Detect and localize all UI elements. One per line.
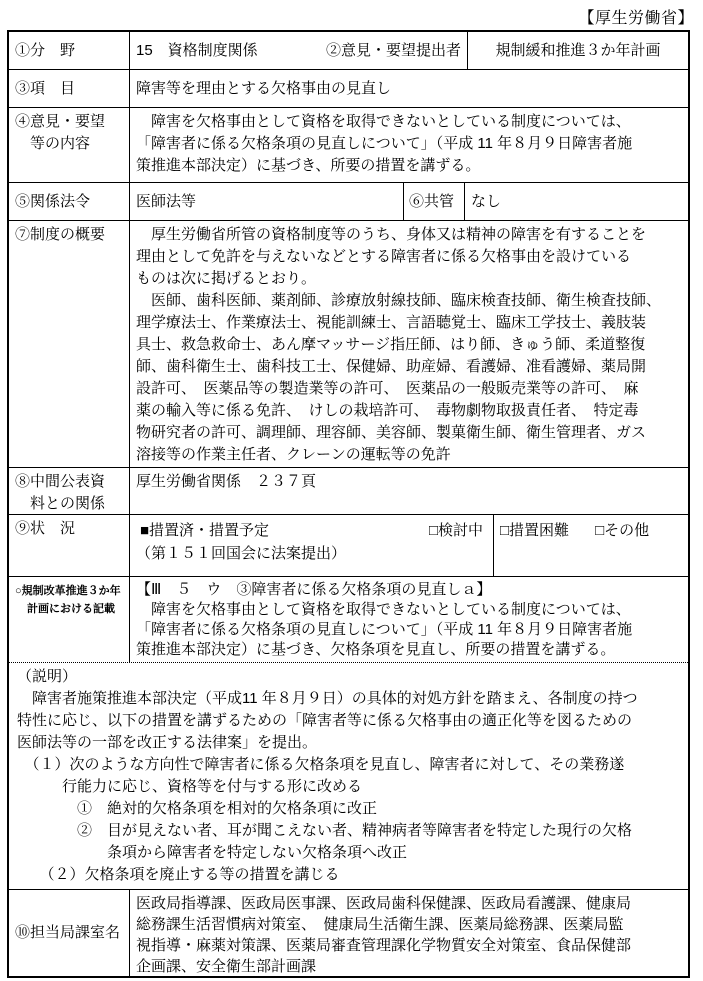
joint-label: ⑥共管 <box>403 183 464 220</box>
checkbox-considering: □検討中 <box>428 522 483 539</box>
row-interim <box>9 467 688 514</box>
row-explanation <box>9 662 688 889</box>
opinion-label: ④意見・要望 等の内容 <box>15 113 106 152</box>
row-status <box>9 514 688 576</box>
departments-label: ⑩担当局課室名 <box>15 924 121 941</box>
plan-label: ○規制改革推進３か年 計画における記載 <box>15 585 121 615</box>
row-departments <box>9 889 688 976</box>
submitter-value: 規制緩和推進３か年計画 <box>467 32 688 69</box>
interim-label: ⑧中間公表資 料との関係 <box>15 473 106 512</box>
checkbox-difficult: □措置困難 <box>500 522 570 539</box>
row-item <box>9 69 688 107</box>
checkbox-measured: ■措置済・措置予定 <box>140 522 270 539</box>
review-form-table <box>7 30 690 978</box>
status-note: （第１５１回国会に法案提出） <box>136 545 347 562</box>
opinion-text: 障害を欠格事由として資格を取得できないとしている制度については、 「障害者に係る欠格条項の見直しについて」（平成 11 年８月９日障害者施 策推進本部決定）に基づき、所要の措置を講ずる。 <box>129 108 688 182</box>
row-overview <box>9 220 688 467</box>
joint-value: なし <box>464 183 688 220</box>
item-value: 障害等を理由とする欠格事由の見直し <box>129 70 688 107</box>
laws-label: ⑤関係法令 <box>15 192 91 210</box>
field-value: 15 資格制度関係 <box>136 41 258 59</box>
status-options-left <box>136 519 487 542</box>
item-label: ③項 目 <box>15 79 76 97</box>
agency-tag: 【厚生労働省】 <box>578 10 694 27</box>
field-value-cell <box>129 32 467 69</box>
explanation-text: （説明） 障害者施策推進本部決定（平成11 年８月９日）の具体的対処方針を踏まえ、各制度の持つ 特性に応じ、以下の措置を講ずるための「障害者等に係る欠格事由の適正化等を図るための 医師法等の一部を改正する法律案」を提出。 （１）次のような方向性で障害者に係る欠格条項を見直し、障害者に対して、その業務遂 行能力に応じ、資格等を付与する形に改める ① 絶対的欠格条項を相対的欠格条項に改正 ② 目が見えない者、耳が聞こえない者、精神病者等障害者を特定した現行の欠格 条項から障害者を特定しない欠格条項へ改正 （２）欠格条項を廃止する等の措置を講じる <box>17 668 638 883</box>
checkbox-other: □その他 <box>595 522 650 539</box>
departments-text: 医政局指導課、医政局医事課、医政局歯科保健課、医政局看護課、健康局 総務課生活習慣病対策室、 健康局生活衛生課、医薬局総務課、医薬局監 視指導・麻薬対策課、医薬局審査管理課化学物質安全対策室、食品保健部 企画課、安全衛生部計画課 <box>129 890 688 976</box>
row-opinion <box>9 107 688 182</box>
field-label: ①分 野 <box>15 41 76 59</box>
submitter-label: ②意見・要望提出者 <box>325 41 461 59</box>
row-laws <box>9 182 688 220</box>
overview-label: ⑦制度の概要 <box>15 226 106 243</box>
interim-value: 厚生労働省関係 ２３７頁 <box>129 468 688 514</box>
status-left-cell <box>129 515 493 576</box>
row-field <box>9 32 688 69</box>
overview-text: 厚生労働省所管の資格制度等のうち、身体又は精神の障害を有することを 理由として免許を与えないなどとする障害者に係る欠格事由を設けている ものは次に掲げるとおり。 医師、歯科医師、薬剤師、診療放射線技師、臨床検査技師、衛生検査技師、 理学療法士、作業療法士、視能訓練士、言語聴覚士、臨床工学技士、義肢装 具士、救急救命士、あん摩マッサージ指圧師、はり師、きゅう師、柔道整復 師、歯科衛生士、歯科技工士、保健婦、助産婦、看護婦、准看護婦、薬局開 設許可、 医薬品等の製造業等の許可、 医薬品の一般販売業等の許可、 麻 薬の輸入等に係る免許、 けしの栽培許可、 毒物劇物取扱責任者、 特定毒 物研究者の許可、調理師、理容師、美容師、製菓衛生師、衛生管理者、ガス 溶接等の作業主任者、クレーンの運転等の免許 <box>129 221 688 467</box>
row-plan <box>9 576 688 662</box>
status-right-cell <box>493 515 688 576</box>
laws-value: 医師法等 <box>129 183 403 220</box>
status-label: ⑨状 況 <box>15 520 76 537</box>
plan-text: 【Ⅲ ５ ウ ③障害者に係る欠格条項の見直しａ】 障害を欠格事由として資格を取得できないとしている制度については、 「障害者に係る欠格条項の見直しについて」（平成 11 年８月９日障害者施 策推進本部決定）に基づき、欠格条項を見直し、所要の措置を講ずる。 <box>129 577 688 662</box>
